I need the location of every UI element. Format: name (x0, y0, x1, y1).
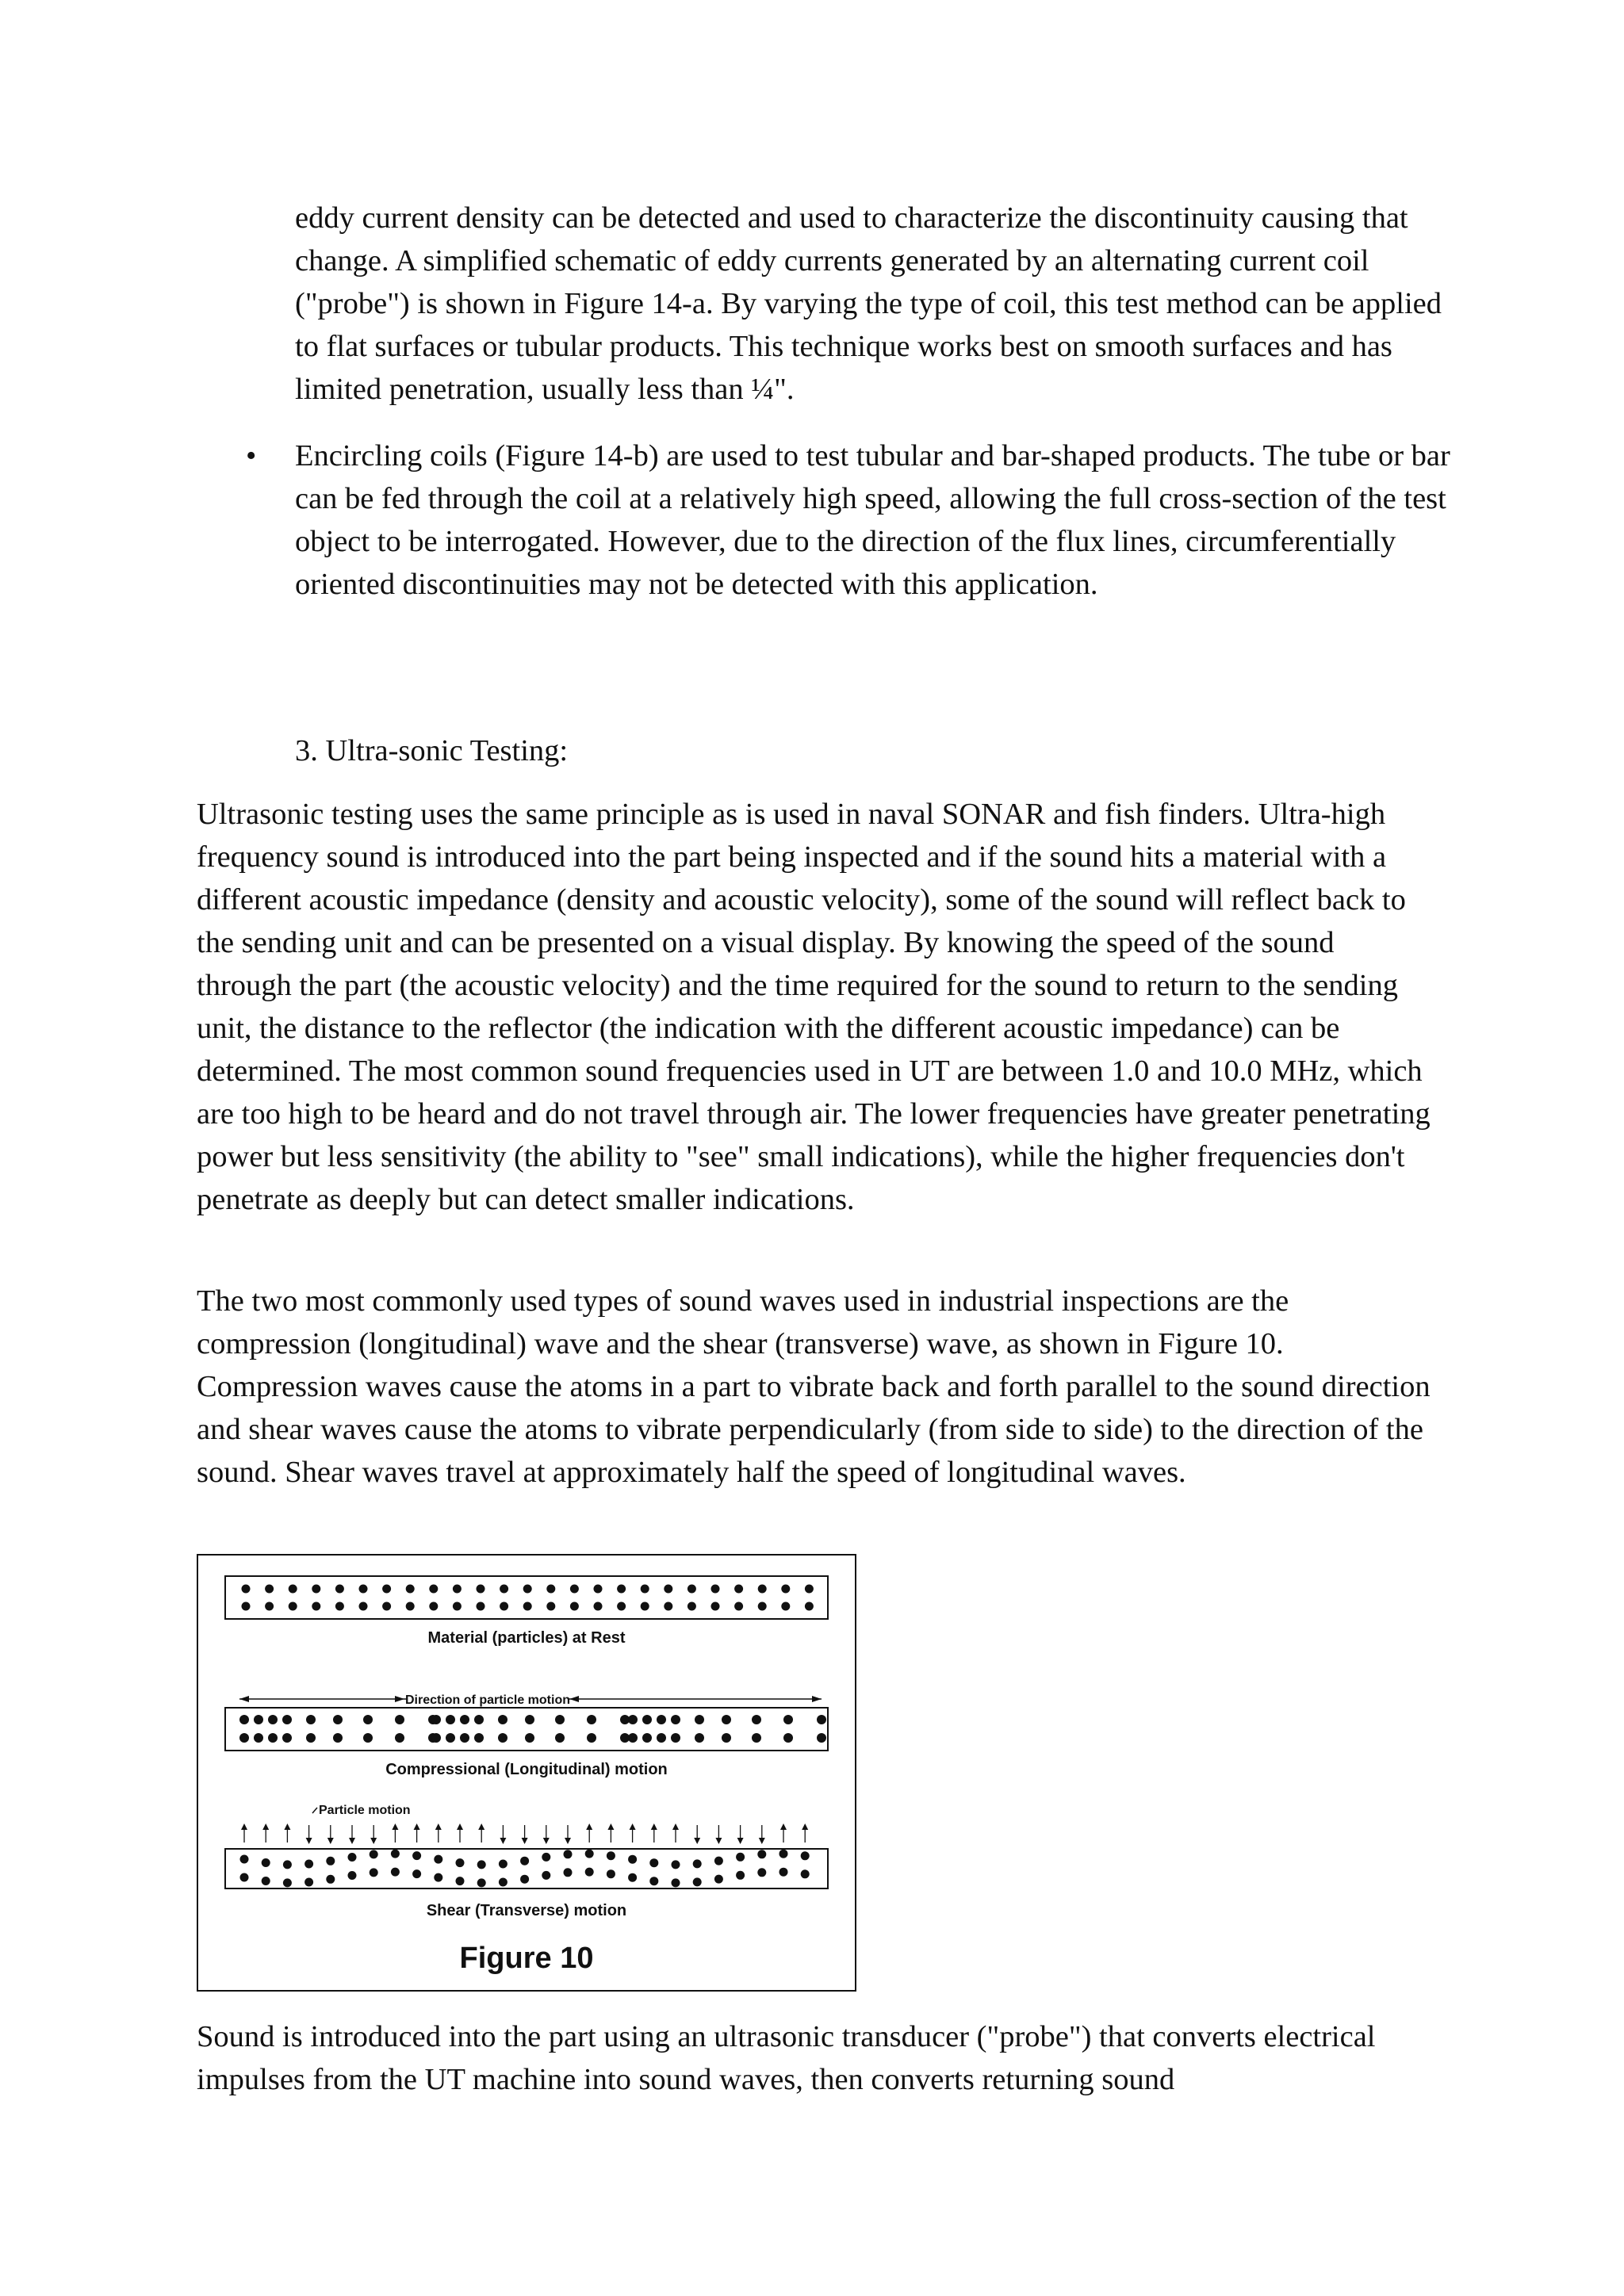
shear-arrow-down (543, 1838, 550, 1844)
shear-particle (240, 1873, 249, 1882)
compressional-particle (525, 1733, 534, 1743)
shear-particle (370, 1850, 378, 1858)
shear-particle (391, 1850, 400, 1858)
rest-particle (242, 1585, 251, 1594)
rest-particle (359, 1602, 368, 1611)
shear-particle (736, 1871, 745, 1880)
arrowhead-right-2 (812, 1696, 822, 1702)
compressional-material-box (225, 1708, 828, 1751)
compressional-particle (587, 1733, 596, 1743)
shear-particle (262, 1877, 270, 1885)
shear-arrow-up (241, 1823, 247, 1830)
rest-particle (453, 1602, 462, 1611)
rest-particle (289, 1585, 297, 1594)
compressional-particle (722, 1715, 731, 1724)
rest-particle (805, 1602, 814, 1611)
rest-particle (664, 1585, 672, 1594)
shear-arrow-up (630, 1823, 636, 1830)
paragraph-transducer: Sound is introduced into the part using an ultrasonic transducer ("probe") that converts electrical impulses from the UT machine into sound waves, then converts returning sound (197, 2020, 1376, 2096)
shear-particle (757, 1868, 766, 1877)
shear-arrow-down (715, 1838, 722, 1844)
rest-particle (477, 1602, 485, 1611)
rest-particle (500, 1602, 508, 1611)
shear-particle (499, 1860, 508, 1869)
shear-arrow-up (435, 1823, 442, 1830)
shear-arrow-down (500, 1838, 506, 1844)
compressional-particle (628, 1733, 638, 1743)
shear-particle (240, 1855, 249, 1864)
shear-arrow-down (565, 1838, 571, 1844)
shear-arrow-down (522, 1838, 528, 1844)
shear-label: Shear (Transverse) motion (426, 1902, 627, 1919)
shear-particle (456, 1877, 465, 1885)
rest-particle (359, 1585, 368, 1594)
compressional-particle (671, 1715, 680, 1724)
compressional-particle (333, 1715, 343, 1724)
shear-arrow-up (414, 1823, 420, 1830)
shear-particle (714, 1875, 723, 1884)
compressional-particle (752, 1733, 761, 1743)
compressional-particle (642, 1715, 652, 1724)
compressional-particle (695, 1715, 704, 1724)
shear-particle (672, 1860, 680, 1869)
shear-arrow-down (759, 1838, 765, 1844)
shear-particle (434, 1873, 442, 1882)
compressional-particle (657, 1733, 666, 1743)
compressional-particle (587, 1715, 596, 1724)
shear-particle (348, 1853, 357, 1862)
shear-particle (542, 1871, 550, 1880)
shear-particle (542, 1853, 550, 1862)
arrowhead-left-1 (239, 1696, 249, 1702)
shear-particle (607, 1869, 615, 1878)
compressional-particle (474, 1715, 484, 1724)
compressional-particle (642, 1733, 652, 1743)
shear-particle (412, 1869, 421, 1878)
rest-particle (477, 1585, 485, 1594)
compressional-label: Compressional (Longitudinal) motion (385, 1761, 668, 1778)
rest-particle (500, 1585, 508, 1594)
rest-particle (641, 1585, 649, 1594)
rest-particle (617, 1602, 626, 1611)
shear-arrow-up (802, 1823, 808, 1830)
shear-particle (326, 1875, 335, 1884)
compressional-particle (783, 1715, 793, 1724)
compressional-particle (722, 1733, 731, 1743)
shear-particle (326, 1857, 335, 1866)
shear-particle (477, 1878, 486, 1887)
rest-particle (688, 1602, 696, 1611)
compressional-particle (363, 1715, 373, 1724)
paragraph-ut-intro: Ultrasonic testing uses the same principle as is used in naval SONAR and fish finders. Ultra-high frequency sound is introduced into the part being inspected and if the sound hits a material with a different acoustic impedance (density and acoustic velocity), some of the sound will reflect back to the sending unit and can be presented on a visual display. By knowing the speed of the sound through the part (the acoustic velocity) and the time required for the sound to return to the sending unit, the distance to the reflector (the indication with the different acoustic impedance) can be determined. The most common sound frequencies used in UT are between 1.0 and 10.0 MHz, which are too high to be heard and do not travel through air. The lower frequencies have greater penetrating power but less sensitivity (the ability to "see" small indications), while the higher frequencies don't penetrate as deeply but can detect smaller indications. (197, 798, 1431, 1216)
shear-arrow-up (651, 1823, 657, 1830)
compressional-particle (628, 1715, 638, 1724)
shear-particle (477, 1860, 486, 1869)
compressional-particle (474, 1733, 484, 1743)
compressional-particle (460, 1733, 469, 1743)
compressional-particle (431, 1733, 441, 1743)
rest-particle (688, 1585, 696, 1594)
shear-particles (240, 1850, 810, 1888)
rest-particles (242, 1585, 814, 1611)
compressional-particle (306, 1715, 316, 1724)
rest-particle (781, 1602, 790, 1611)
rest-particle (265, 1585, 274, 1594)
compressional-particle (363, 1733, 373, 1743)
rest-particle (406, 1585, 415, 1594)
rest-particle (641, 1602, 649, 1611)
rest-particle (406, 1602, 415, 1611)
shear-arrow-down (737, 1838, 744, 1844)
shear-particle (628, 1873, 637, 1882)
rest-particle (312, 1602, 320, 1611)
rest-particle (546, 1585, 555, 1594)
section-heading-ultrasonic: 3. Ultra-sonic Testing: (295, 734, 569, 767)
shear-particle (283, 1878, 292, 1887)
compressional-particle (555, 1715, 565, 1724)
direction-label: Direction of particle motion (404, 1693, 571, 1707)
shear-particle (520, 1875, 529, 1884)
compressional-particle (657, 1715, 666, 1724)
rest-particle (523, 1585, 532, 1594)
compressional-particle (525, 1715, 534, 1724)
rest-particle (617, 1585, 626, 1594)
shear-particle (304, 1860, 313, 1869)
compressional-particles (239, 1715, 826, 1743)
shear-particle (348, 1871, 357, 1880)
shear-particle (628, 1855, 637, 1864)
compressional-particle (817, 1733, 826, 1743)
shear-particle (693, 1859, 702, 1868)
rest-particle (335, 1602, 344, 1611)
rest-particle (382, 1585, 391, 1594)
shear-arrow-down (370, 1838, 377, 1844)
shear-arrow-up (284, 1823, 290, 1830)
compressional-particle (268, 1715, 278, 1724)
arrowhead-left-2 (569, 1696, 579, 1702)
rest-particle (312, 1585, 320, 1594)
compressional-particle (446, 1733, 455, 1743)
compressional-particle (268, 1733, 278, 1743)
shear-motion-arrows (241, 1823, 808, 1844)
compressional-particle (752, 1715, 761, 1724)
compressional-particle (395, 1733, 404, 1743)
shear-particle (649, 1858, 658, 1867)
shear-particle (499, 1878, 508, 1887)
rest-particle (758, 1585, 767, 1594)
compressional-particle (254, 1715, 263, 1724)
rest-particle (711, 1602, 720, 1611)
shear-particle (520, 1857, 529, 1866)
shear-particle (801, 1851, 810, 1860)
shear-particle (585, 1868, 594, 1877)
shear-particle (564, 1850, 573, 1858)
shear-particle (564, 1868, 573, 1877)
shear-particle (412, 1851, 421, 1860)
compressional-particle (282, 1733, 292, 1743)
bullet-marker: • (246, 439, 257, 473)
shear-particle (456, 1858, 465, 1867)
compressional-particle (239, 1715, 249, 1724)
compressional-particle (460, 1715, 469, 1724)
shear-particle (434, 1855, 442, 1864)
shear-particle (801, 1869, 810, 1878)
shear-arrow-up (457, 1823, 463, 1830)
arrowhead-right-1 (395, 1696, 404, 1702)
rest-particle (429, 1602, 438, 1611)
shear-particle (283, 1860, 292, 1869)
shear-particle (607, 1851, 615, 1860)
shear-particle (672, 1878, 680, 1887)
compressional-particle (783, 1733, 793, 1743)
shear-particle (391, 1868, 400, 1877)
rest-particle (711, 1585, 720, 1594)
compressional-particle (498, 1715, 508, 1724)
rest-label: Material (particles) at Rest (427, 1629, 626, 1647)
rest-particle (781, 1585, 790, 1594)
compressional-particle (431, 1715, 441, 1724)
shear-arrow-up (672, 1823, 679, 1830)
shear-particle (370, 1868, 378, 1877)
compressional-particle (333, 1733, 343, 1743)
compressional-particle (282, 1715, 292, 1724)
shear-arrow-down (349, 1838, 355, 1844)
compressional-particle (446, 1715, 455, 1724)
shear-particle (779, 1868, 788, 1877)
particle-motion-label: Particle motion (319, 1804, 411, 1817)
rest-particle (546, 1602, 555, 1611)
compressional-particle (498, 1733, 508, 1743)
shear-particle (585, 1850, 594, 1858)
shear-arrow-up (262, 1823, 269, 1830)
rest-particle (734, 1585, 743, 1594)
rest-particle (758, 1602, 767, 1611)
rest-particle (570, 1585, 579, 1594)
compressional-particle (395, 1715, 404, 1724)
rest-particle (335, 1585, 344, 1594)
compressional-particle (239, 1733, 249, 1743)
compressional-particle (817, 1715, 826, 1724)
paragraph-encircling-coils: Encircling coils (Figure 14-b) are used to test tubular and bar-shaped products. The tube or bar can be fed through the coil at a relatively high speed, allowing the full cross-section of the test object to be interrogated. However, due to the direction of the flux lines, circumferentially oriented discontinuities may not be detected with this application. (295, 439, 1450, 601)
rest-particle (594, 1602, 603, 1611)
rest-particle (289, 1602, 297, 1611)
paragraph-wave-types: The two most commonly used types of sound waves used in industrial inspections are the compression (longitudinal) wave and the shear (transverse) wave, as shown in Figure 10. Compression waves cause the atoms in a part to vibrate back and forth parallel to the sound direction and shear waves cause the atoms to vibrate perpendicularly (from side to side) to the direction of the sound. Shear waves travel at approximately half the speed of longitudinal waves. (197, 1284, 1431, 1489)
shear-particle (304, 1878, 313, 1887)
rest-particle (805, 1585, 814, 1594)
particle-motion-leader (312, 1808, 317, 1813)
shear-particle (693, 1877, 702, 1886)
shear-arrow-up (586, 1823, 592, 1830)
shear-arrow-up (780, 1823, 787, 1830)
rest-particle (570, 1602, 579, 1611)
shear-arrow-down (327, 1838, 334, 1844)
rest-particle (594, 1585, 603, 1594)
rest-particle (523, 1602, 532, 1611)
wave-diagram (198, 1556, 855, 1990)
rest-particle (265, 1602, 274, 1611)
shear-arrow-up (392, 1823, 398, 1830)
figure-caption: Figure 10 (459, 1942, 594, 1975)
paragraph-eddy-current: eddy current density can be detected and used to characterize the discontinuity causing that change. A simplified schematic of eddy currents generated by an alternating current coil ("probe") is shown in Figure 14-a. By varying the type of coil, this test method can be applied to flat surfaces or tubular products. This technique works best on smooth surfaces and has limited penetration, usually less than ¼". (295, 201, 1442, 406)
compressional-particle (555, 1733, 565, 1743)
compressional-particle (671, 1733, 680, 1743)
shear-arrow-up (607, 1823, 614, 1830)
compressional-particle (695, 1733, 704, 1743)
rest-particle (429, 1585, 438, 1594)
shear-particle (757, 1850, 766, 1858)
rest-particle (734, 1602, 743, 1611)
shear-particle (714, 1857, 723, 1866)
shear-arrow-down (306, 1838, 312, 1844)
shear-arrow-down (694, 1838, 700, 1844)
rest-particle (453, 1585, 462, 1594)
shear-particle (649, 1877, 658, 1885)
shear-particle (262, 1858, 270, 1867)
compressional-particle (254, 1733, 263, 1743)
rest-particle (242, 1602, 251, 1611)
compressional-particle (306, 1733, 316, 1743)
shear-particle (736, 1853, 745, 1862)
rest-material-box (225, 1576, 828, 1619)
rest-particle (664, 1602, 672, 1611)
shear-particle (779, 1850, 788, 1858)
rest-particle (382, 1602, 391, 1611)
figure-10 (197, 1554, 856, 1992)
shear-arrow-up (478, 1823, 485, 1830)
